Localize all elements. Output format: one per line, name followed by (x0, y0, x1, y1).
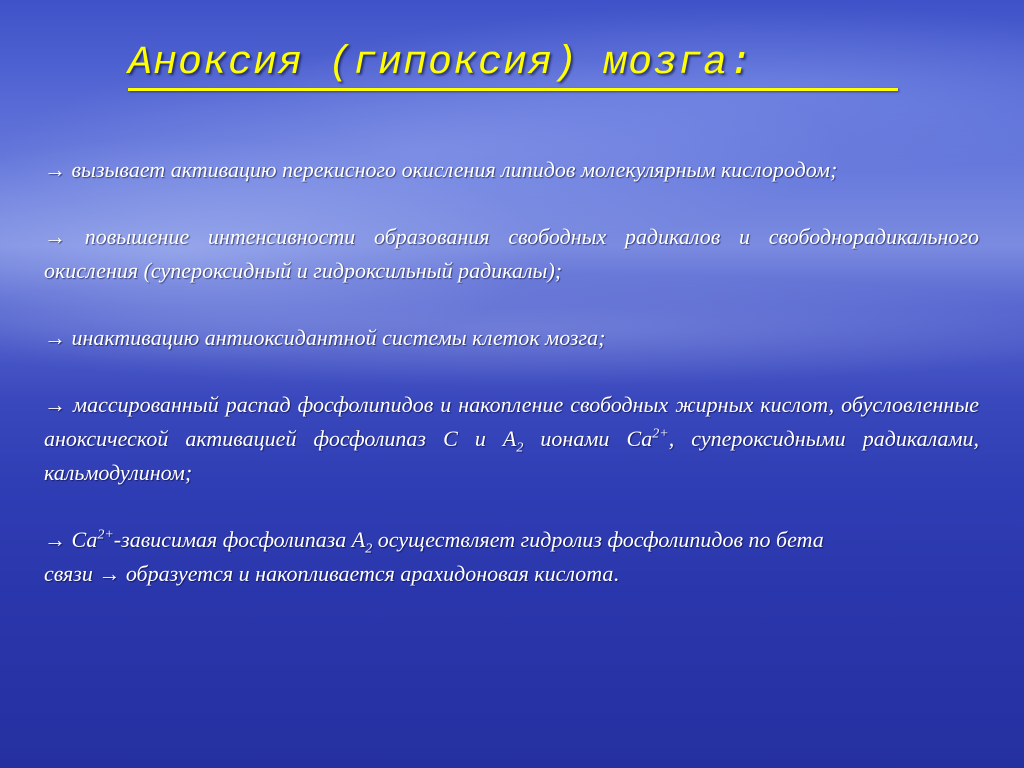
slide-title: Аноксия (гипоксия) мозга: (128, 41, 754, 86)
bullet-item-4 (44, 388, 979, 490)
superscript: 2+ (97, 527, 114, 543)
bullet-text: → вызывает активацию перекисного окисления липидов молекулярным кислородом; (44, 157, 838, 182)
bullet-text: → инактивацию антиоксидантной системы клеток мозга; (44, 325, 606, 350)
bullet-item-3 (44, 321, 979, 355)
subscript: 2 (516, 440, 524, 456)
bullet-text: ионами Са (523, 426, 653, 451)
bullet-text: -зависимая фосфолипаза А (113, 527, 366, 552)
bullet-text: → массированный распад фосфолипидов и накопление свободных жирных кислот, обусловленные аноксической активацией фосфолипаз С и А (44, 392, 979, 451)
bullet-item-5 (44, 523, 844, 591)
bullet-text: → Са (44, 527, 98, 552)
bullet-item-1 (44, 153, 979, 187)
bullet-text: осуществляет гидролиз фосфолипидов по бета связи → образуется и накопливается арахидоновая кислота (44, 527, 824, 586)
superscript: 2+ (652, 426, 669, 442)
title-underline (128, 88, 898, 91)
period: . (613, 561, 619, 586)
subscript: 2 (365, 541, 373, 557)
bullet-item-2 (44, 220, 979, 288)
slide-content (44, 153, 979, 624)
bullet-text: , супероксидными радикалами, кальмодулином; (44, 426, 979, 485)
bullet-text: → повышение интенсивности образования свободных радикалов и свободнорадикального окисления (супероксидный и гидроксильный радикалы); (44, 224, 979, 283)
